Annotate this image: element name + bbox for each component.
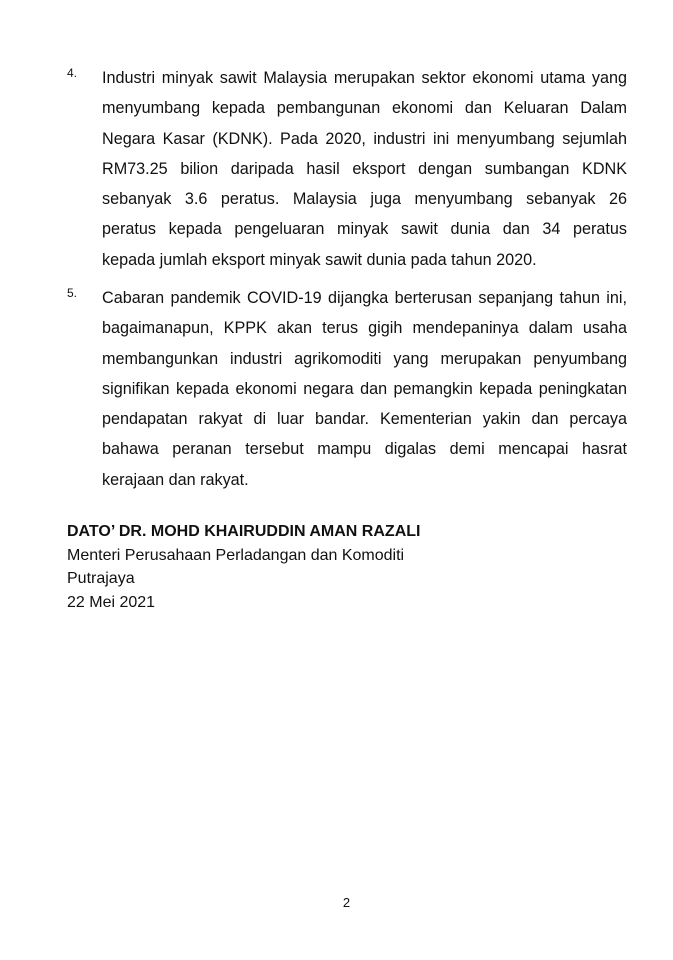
paragraph-line: bagaimanapun, KPPK akan terus gigih mendepaninya dalam usaha (102, 319, 627, 338)
signature-date: 22 Mei 2021 (67, 593, 156, 611)
paragraph-line: pendapatan rakyat di luar bandar. Kementerian yakin dan percaya (102, 410, 627, 429)
paragraph-5 (67, 283, 627, 495)
paragraph-line: signifikan kepada ekonomi negara dan pemangkin kepada peningkatan (102, 379, 627, 398)
paragraph-body (102, 283, 627, 495)
paragraph-line: membangunkan industri agrikomoditi yang merupakan penyumbang (102, 349, 627, 368)
paragraph-body (102, 63, 627, 275)
paragraph-line: kepada jumlah eksport minyak sawit dunia pada tahun 2020. (102, 250, 537, 269)
paragraph-line: Negara Kasar (KDNK). Pada 2020, industri ini menyumbang sejumlah (102, 129, 627, 148)
paragraph-line: kerajaan dan rakyat. (102, 470, 249, 489)
signatory-title: Menteri Perusahaan Perladangan dan Komoditi (67, 546, 405, 564)
paragraph-line: Industri minyak sawit Malaysia merupakan sektor ekonomi utama yang (102, 69, 627, 87)
signatory-name: DATO’ DR. MOHD KHAIRUDDIN AMAN RAZALI (67, 523, 421, 540)
paragraph-line: Cabaran pandemik COVID-19 dijangka berterusan sepanjang tahun ini, (102, 289, 627, 307)
paragraph-4 (67, 63, 627, 275)
paragraph-line: menyumbang kepada pembangunan ekonomi dan Keluaran Dalam (102, 99, 627, 118)
signature-block (67, 520, 420, 614)
paragraph-line: sebanyak 3.6 peratus. Malaysia juga menyumbang sebanyak 26 (102, 190, 627, 209)
paragraph-line: RM73.25 bilion daripada hasil eksport dengan sumbangan KDNK (102, 159, 627, 178)
page-number: 2 (342, 895, 351, 910)
paragraph-number: 4. (67, 66, 78, 80)
paragraph-number: 5. (67, 286, 78, 300)
paragraph-line: bahawa peranan tersebut mampu digalas demi mencapai hasrat (102, 440, 627, 459)
paragraph-line: peratus kepada pengeluaran minyak sawit dunia dan 34 peratus (102, 220, 627, 239)
signature-place: Putrajaya (67, 570, 135, 587)
